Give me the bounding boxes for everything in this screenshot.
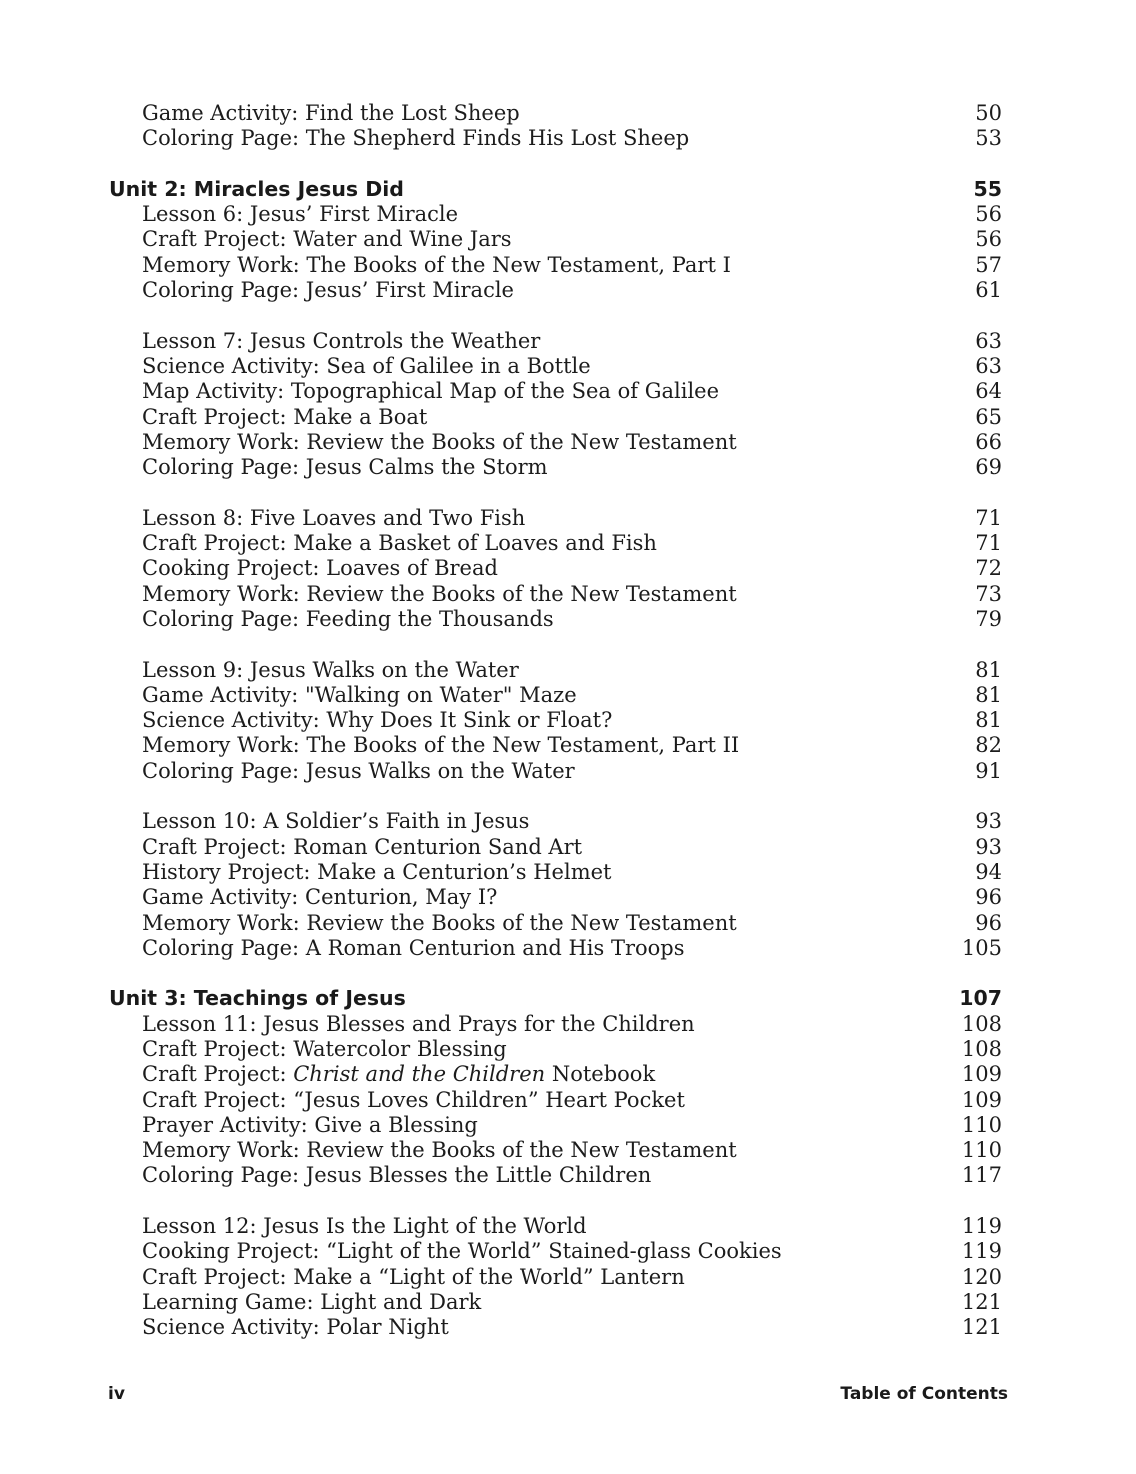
entry-page-number: 96 [975, 910, 1002, 935]
entry-page-number: 121 [961, 1315, 1002, 1340]
entry-page-number: 109 [961, 1062, 1002, 1087]
entry-title: Learning Game: Light and Dark [142, 1289, 482, 1314]
entry-title: Lesson 12: Jesus Is the Light of the World [142, 1214, 587, 1239]
entry-title: Lesson 10: A Soldier’s Faith in Jesus [142, 809, 530, 834]
entry-page-number: 50 [975, 101, 1002, 125]
toc-entry [109, 126, 1002, 151]
toc-unit-heading [109, 177, 1002, 202]
toc-spacer [109, 1189, 1002, 1214]
entry-title: History Project: Make a Centurion’s Helmet [142, 859, 612, 884]
entry-title: Cooking Project: Loaves of Bread [142, 556, 498, 581]
entry-title: Memory Work: The Books of the New Testament, Part I [142, 252, 731, 277]
entry-title: Map Activity: Topographical Map of the Sea of Galilee [142, 379, 720, 404]
entry-page-number: 93 [975, 834, 1002, 859]
entry-title: Game Activity: Find the Lost Sheep [142, 101, 520, 125]
entry-title: Science Activity: Why Does It Sink or Float? [142, 708, 613, 733]
toc-entry [109, 1062, 1002, 1087]
toc-spacer [109, 480, 1002, 505]
toc-entry [109, 101, 1002, 126]
entry-page-number: 110 [961, 1138, 1002, 1163]
entry-title: Coloring Page: Jesus Blesses the Little Children [142, 1163, 652, 1188]
entry-title-prefix: Craft Project: [142, 1062, 294, 1087]
unit-page-number: 55 [973, 176, 1002, 201]
entry-title: Coloring Page: Jesus Walks on the Water [142, 758, 575, 783]
entry-title: Coloring Page: The Shepherd Finds His Lost Sheep [142, 126, 690, 151]
toc-entry [109, 1088, 1002, 1113]
entry-title: Craft Project: Make a Boat [142, 404, 428, 429]
toc-entry [109, 683, 1002, 708]
toc-entry [109, 1265, 1002, 1290]
entry-page-number: 64 [975, 379, 1002, 404]
entry-page-number: 94 [975, 859, 1002, 884]
entry-title: Craft Project: Water and Wine Jars [142, 227, 512, 252]
entry-title: Lesson 11: Jesus Blesses and Prays for the Children [142, 1011, 695, 1036]
entry-title [142, 1062, 655, 1087]
entry-title: Coloring Page: Jesus Calms the Storm [142, 455, 548, 480]
toc-entry [109, 1290, 1002, 1315]
entry-page-number: 117 [961, 1163, 1002, 1188]
entry-page-number: 72 [975, 556, 1002, 581]
toc-entry [109, 1113, 1002, 1138]
entry-page-number: 91 [975, 758, 1002, 783]
toc-spacer [109, 152, 1002, 177]
toc-spacer [109, 632, 1002, 657]
entry-title: Science Activity: Sea of Galilee in a Bottle [142, 353, 591, 378]
entry-title: Lesson 8: Five Loaves and Two Fish [142, 505, 526, 530]
toc-unit-heading [109, 986, 1002, 1011]
entry-page-number: 61 [975, 278, 1002, 303]
toc-entry [109, 278, 1002, 303]
entry-page-number: 81 [975, 708, 1002, 733]
entry-page-number: 57 [975, 252, 1002, 277]
entry-title: Lesson 6: Jesus’ First Miracle [142, 202, 459, 227]
toc-spacer [109, 961, 1002, 986]
entry-title-italic: Christ and the Children [293, 1062, 546, 1087]
entry-title: Cooking Project: “Light of the World” Stained-glass Cookies [142, 1239, 782, 1264]
toc-entry [109, 911, 1002, 936]
toc-entry [109, 733, 1002, 758]
toc-entry [109, 556, 1002, 581]
entry-title: Craft Project: Make a “Light of the World” Lantern [142, 1264, 685, 1289]
toc-entry [109, 885, 1002, 910]
entry-title: Lesson 7: Jesus Controls the Weather [142, 328, 541, 353]
toc-entry [109, 835, 1002, 860]
entry-title: Memory Work: The Books of the New Testament, Part II [142, 733, 740, 758]
toc-entry [109, 253, 1002, 278]
entry-page-number: 121 [961, 1289, 1002, 1314]
toc-spacer [109, 784, 1002, 809]
toc-entry [109, 759, 1002, 784]
entry-page-number: 82 [975, 733, 1002, 758]
entry-page-number: 65 [975, 404, 1002, 429]
toc-entry [109, 506, 1002, 531]
entry-title: Lesson 9: Jesus Walks on the Water [142, 657, 519, 682]
entry-page-number: 71 [975, 531, 1002, 556]
entry-title: Craft Project: Make a Basket of Loaves and Fish [142, 531, 657, 556]
toc-entry [109, 379, 1002, 404]
entry-title-suffix: Notebook [545, 1062, 656, 1087]
entry-page-number: 120 [961, 1264, 1002, 1289]
toc-entry [109, 582, 1002, 607]
toc-entry [109, 860, 1002, 885]
entry-title: Memory Work: Review the Books of the New Testament [142, 581, 737, 606]
toc-entry [109, 607, 1002, 632]
toc-entry [109, 1315, 1002, 1340]
entry-page-number: 56 [975, 227, 1002, 252]
footer-section-title: Table of Contents [840, 1384, 1008, 1404]
toc-entry [109, 708, 1002, 733]
entry-title: Science Activity: Polar Night [142, 1315, 449, 1340]
entry-page-number: 69 [975, 455, 1002, 480]
entry-page-number: 66 [975, 429, 1002, 454]
toc-entry [109, 202, 1002, 227]
toc-entry [109, 809, 1002, 834]
footer-page-number: iv [108, 1384, 125, 1404]
entry-page-number: 108 [961, 1011, 1002, 1036]
entry-page-number: 119 [961, 1239, 1002, 1264]
unit-title: Unit 2: Miracles Jesus Did [109, 176, 404, 201]
toc-entry [109, 405, 1002, 430]
toc-entry [109, 430, 1002, 455]
toc-entry [109, 1138, 1002, 1163]
entry-page-number: 63 [975, 328, 1002, 353]
entry-page-number: 79 [975, 606, 1002, 631]
entry-page-number: 81 [975, 657, 1002, 682]
entry-title: Coloring Page: Feeding the Thousands [142, 606, 554, 631]
toc-entry [109, 531, 1002, 556]
toc-entry [109, 936, 1002, 961]
entry-title: Prayer Activity: Give a Blessing [142, 1112, 478, 1137]
toc-entry [109, 455, 1002, 480]
entry-title: Memory Work: Review the Books of the New Testament [142, 910, 737, 935]
entry-page-number: 119 [961, 1214, 1002, 1239]
entry-page-number: 81 [975, 682, 1002, 707]
entry-page-number: 53 [975, 126, 1002, 151]
entry-page-number: 96 [975, 885, 1002, 910]
entry-page-number: 110 [961, 1112, 1002, 1137]
entry-title: Memory Work: Review the Books of the New Testament [142, 1138, 737, 1163]
entry-page-number: 73 [975, 581, 1002, 606]
entry-page-number: 56 [975, 202, 1002, 227]
entry-title: Coloring Page: Jesus’ First Miracle [142, 278, 514, 303]
entry-page-number: 105 [961, 935, 1002, 960]
toc-entry [109, 1214, 1002, 1239]
entry-title: Coloring Page: A Roman Centurion and His Troops [142, 935, 685, 960]
unit-title: Unit 3: Teachings of Jesus [109, 986, 406, 1011]
toc-entry [109, 1239, 1002, 1264]
entry-title: Craft Project: Watercolor Blessing [142, 1036, 507, 1061]
toc-entry [109, 329, 1002, 354]
entry-page-number: 71 [975, 505, 1002, 530]
toc-entry [109, 658, 1002, 683]
toc-entry [109, 354, 1002, 379]
entry-page-number: 93 [975, 809, 1002, 834]
unit-page-number: 107 [959, 986, 1002, 1011]
entry-page-number: 63 [975, 353, 1002, 378]
entry-title: Memory Work: Review the Books of the New Testament [142, 429, 737, 454]
entry-title: Game Activity: "Walking on Water" Maze [142, 682, 577, 707]
entry-page-number: 108 [961, 1036, 1002, 1061]
table-of-contents [109, 101, 1002, 1341]
toc-entry [109, 227, 1002, 252]
toc-entry [109, 1163, 1002, 1188]
entry-title: Craft Project: “Jesus Loves Children” Heart Pocket [142, 1087, 685, 1112]
toc-entry [109, 1037, 1002, 1062]
toc-entry [109, 1012, 1002, 1037]
toc-spacer [109, 303, 1002, 328]
entry-page-number: 109 [961, 1087, 1002, 1112]
entry-title: Game Activity: Centurion, May I? [142, 885, 498, 910]
entry-title: Craft Project: Roman Centurion Sand Art [142, 834, 583, 859]
